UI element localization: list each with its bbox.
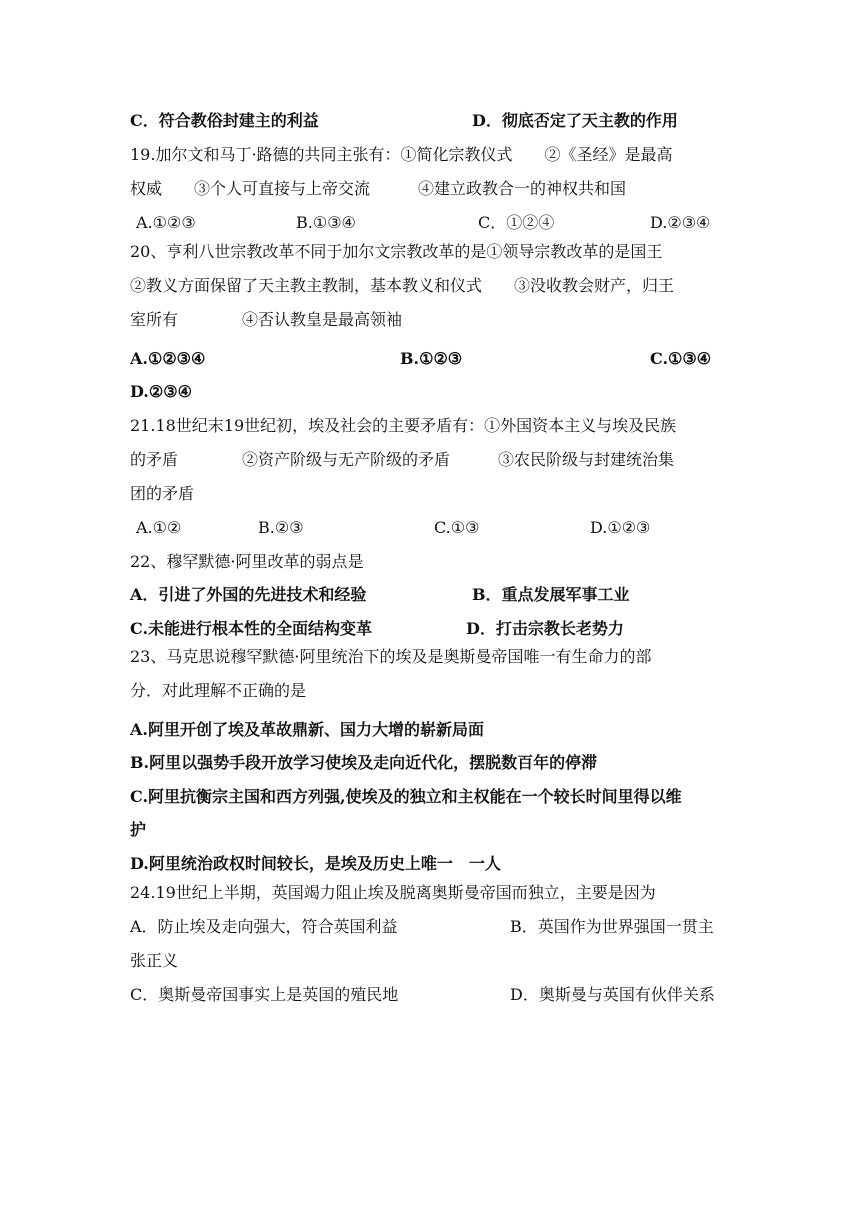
q23-option-b: B.阿里以强势手段开放学习使埃及走向近代化，摆脱数百年的停滞	[130, 753, 598, 772]
q18-option-d: D．彻底否定了天主教的作用	[472, 111, 678, 130]
q21-stem-line3: 团的矛盾	[130, 484, 195, 503]
q21-option-c: C.①③	[434, 518, 480, 537]
q24-option-b-line1: B．英国作为世界强国一贯主	[510, 917, 714, 936]
q23-option-d: D.阿里统治政权时间较长，是埃及历史上唯一 一人	[130, 854, 501, 873]
q23-option-c-line2: 护	[130, 820, 147, 839]
q24-option-c: C．奥斯曼帝国事实上是英国的殖民地	[130, 985, 399, 1004]
q24-option-d: D．奥斯曼与英国有伙伴关系	[510, 985, 715, 1004]
q22-option-a: A．引进了外国的先进技术和经验	[130, 585, 367, 604]
q24-option-a: A．防止埃及走向强大，符合英国利益	[130, 917, 398, 936]
q23-stem-line1: 23、马克思说穆罕默德·阿里统治下的埃及是奥斯曼帝国唯一有生命力的部	[130, 647, 652, 666]
q22-option-c: C.未能进行根本性的全面结构变革	[130, 619, 373, 638]
q22-option-b: B．重点发展军事工业	[472, 585, 630, 604]
q23-stem-line2: 分．对此理解不正确的是	[130, 681, 307, 700]
q21-stem-line1: 21.18世纪末19世纪初，埃及社会的主要矛盾有：①外国资本主义与埃及民族	[130, 416, 677, 435]
q22-option-d: D．打击宗教长老势力	[466, 619, 624, 638]
q23-option-c-line1: C.阿里抗衡宗主国和西方列强,使埃及的独立和主权能在一个较长时间里得以维	[130, 787, 682, 806]
q21-stem-line2: 的矛盾 ②资产阶级与无产阶级的矛盾 ③农民阶级与封建统治集	[130, 450, 675, 469]
q19-option-b: B.①③④	[296, 213, 356, 232]
q20-stem-line1: 20、亨利八世宗教改革不同于加尔文宗教改革的是①领导宗教改革的是国王	[130, 242, 663, 261]
q19-option-c: C．①②④	[478, 213, 555, 232]
q19-stem-line2: 权威 ③个人可直接与上帝交流 ④建立政教合一的神权共和国	[130, 179, 627, 198]
q20-stem-line3: 室所有 ④否认教皇是最高领袖	[130, 310, 403, 329]
q21-option-d: D.①②③	[590, 518, 651, 537]
q22-stem-line1: 22、穆罕默德·阿里改革的弱点是	[130, 552, 364, 571]
q21-option-b: B.②③	[258, 518, 304, 537]
q24-option-b-line2: 张正义	[130, 951, 179, 970]
q23-option-a: A.阿里开创了埃及革故鼎新、国力大增的崭新局面	[130, 720, 484, 739]
q20-option-a: A.①②③④	[130, 349, 206, 368]
q20-stem-line2: ②教义方面保留了天主教主教制，基本教义和仪式 ③没收教会财产，归王	[130, 276, 675, 295]
q19-option-a: A.①②③	[136, 213, 196, 232]
q20-option-d: D.②③④	[130, 382, 192, 401]
q19-stem-line1: 19.加尔文和马丁·路德的共同主张有：①简化宗教仪式 ②《圣经》是最高	[130, 145, 673, 164]
q20-option-b: B.①②③	[400, 349, 463, 368]
q20-option-c: C.①③④	[650, 349, 712, 368]
q19-option-d: D.②③④	[650, 213, 711, 232]
q18-option-c: C．符合教俗封建主的利益	[130, 111, 319, 130]
q24-stem-line1: 24.19世纪上半期，英国竭力阻止埃及脱离奥斯曼帝国而独立，主要是因为	[130, 883, 656, 902]
q21-option-a: A.①②	[136, 518, 182, 537]
